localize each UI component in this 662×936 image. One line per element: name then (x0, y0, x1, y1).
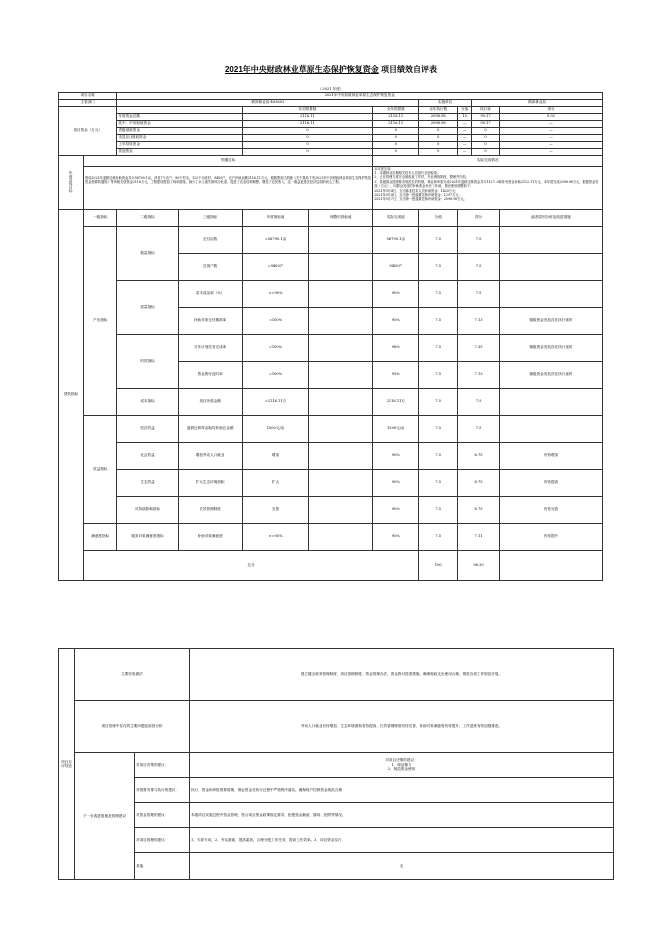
ind-target: =2116.11万 (242, 388, 309, 415)
ind-l3: 项目所需金额 (178, 388, 242, 415)
ind-l2: 经济效益 (117, 415, 178, 442)
funds-cell: 0 (373, 148, 419, 155)
ind-actual: 1500元/亩 (373, 415, 419, 442)
ind-header: 偏差原因分析及改进措施 (499, 209, 602, 226)
funds-cell: 0 (419, 141, 458, 148)
ind-l3: 兑现户数 (178, 253, 242, 280)
ind-header: 得分 (458, 209, 500, 226)
ind-got: 7.5 (458, 415, 500, 442)
year-label: （ 2021 年度） (317, 86, 344, 91)
ind-target: 增加 (242, 442, 309, 469)
main-experience-label: 主要经验做法 (75, 649, 190, 701)
ind-got: 7.11 (458, 523, 500, 550)
suggestion-text: 1、专款专用。2、夯实基础、提高素质，合理分配工作任务，提高工作效率。3、项目资金实行 (190, 828, 614, 853)
suggestion-label: 对预算安排与执行的建议： (135, 778, 190, 803)
ind-l3: 长效管理制度 (178, 496, 242, 523)
ind-reason (499, 388, 602, 415)
ind-l3: 扩大生态环境面积 (178, 469, 242, 496)
funds-cell: — (458, 148, 472, 155)
ind-got: 7.35 (458, 334, 500, 361)
funds-cell: 2098.98 (419, 120, 458, 127)
ind-l3: 苗木成活率（%） (178, 280, 242, 307)
ind-target: 完善 (242, 496, 309, 523)
funds-cell: 99.17 (472, 113, 500, 120)
funds-cell: 2116.11 (242, 113, 373, 120)
total-score: 100 (419, 550, 458, 580)
ind-adj (309, 523, 373, 550)
ind-score: 7.5 (419, 334, 458, 361)
ind-l2: 数量指标 (117, 226, 178, 280)
funds-row-label: 年度资金总额 (117, 113, 242, 120)
ind-adj (309, 469, 373, 496)
goals-label: 年度总体目标 (59, 155, 84, 209)
ind-reason: 有待提高 (499, 469, 602, 496)
ind-l1: 产出指标 (84, 226, 117, 415)
ind-target: =100% (242, 334, 309, 361)
ind-l1: 满意度指标 (84, 523, 117, 550)
funds-cell: — (499, 134, 602, 141)
ind-score: 7.5 (419, 253, 458, 280)
funds-cell: — (499, 120, 602, 127)
impl-label: 实施单位 (419, 99, 472, 106)
dept: 鹤岗林业局-403601 (117, 99, 419, 106)
dept-label: 主管部门 (59, 99, 117, 106)
ind-actual: 90% (373, 496, 419, 523)
ind-adj (309, 253, 373, 280)
funds-cell: — (458, 120, 472, 127)
total-label: 总分 (84, 550, 419, 580)
ind-got: 7.5 (458, 226, 500, 253)
funds-group-label: 项目资金（万元） (59, 106, 117, 155)
goals-actual-header: 实际完成情况 (373, 155, 603, 166)
ind-got: 7.13 (458, 361, 500, 388)
ind-actual: 56790.1亩 (373, 226, 419, 253)
ind-l3: 当年计划任务完成率 (178, 334, 242, 361)
funds-row-label: 其他资金 (117, 148, 242, 155)
suggestion-text: 执行、资金和申报预算管理，保证资金在执行过程中严格程序落实，确保账户控制资金规范合理 (190, 778, 614, 803)
ind-header: 一级指标 (84, 209, 117, 226)
funds-cell: 0 (242, 148, 373, 155)
funds-cell: — (458, 141, 472, 148)
ind-score: 7.5 (419, 469, 458, 496)
ind-header: 实际完成值 (373, 209, 419, 226)
ind-score: 7.5 (419, 496, 458, 523)
funds-cell: 0 (419, 127, 458, 134)
funds-cell: 2098.98 (419, 113, 458, 120)
ind-header: 三级指标 (178, 209, 242, 226)
ind-l2: 可持续影响指标 (117, 496, 178, 523)
page-title: 2021年中央财政林业草原生态保护恢复资金 项目绩效自评表 (224, 65, 438, 74)
ind-header: 调整后指标值 (309, 209, 373, 226)
funds-cell: 0 (419, 134, 458, 141)
ind-reason (499, 253, 602, 280)
funds-header: 全年执行数 (419, 106, 458, 113)
ind-l1: 效益指标 (84, 415, 117, 523)
suggestion-label: 其他： (135, 853, 190, 880)
ind-l3: 退耕还林每亩地均补助总金额 (178, 415, 242, 442)
ind-actual: 2116.11万 (373, 388, 419, 415)
ind-score: 7.5 (419, 442, 458, 469)
problems-text: 劳动人口就业有待增加、生态环境面积有待提高、长效管理制度有待完善、补助对象满意度有待提升，工作进度有待加强推进。 (190, 701, 614, 753)
funds-cell: 0 (472, 141, 500, 148)
suggestion-label: 对资金管理的建议： (135, 803, 190, 828)
ind-target: =56790.1亩 (242, 226, 309, 253)
ind-adj (309, 496, 373, 523)
ind-actual: 9400户 (373, 253, 419, 280)
funds-header: 年初预算数 (242, 106, 373, 113)
funds-row-label: 其中：中央财政资金 (117, 120, 242, 127)
ind-actual: 95% (373, 361, 419, 388)
suggestion-text: 无 (190, 853, 614, 880)
ind-adj (309, 226, 373, 253)
ind-l3: 补助对象兑付精准率 (178, 307, 242, 334)
funds-header: 执行率 (472, 106, 500, 113)
ind-got: 6.75 (458, 496, 500, 523)
project-name-label: 项目名称 (59, 92, 117, 99)
ind-l2: 质量指标 (117, 280, 178, 334)
ind-adj (309, 415, 373, 442)
ind-reason: 有待增加 (499, 442, 602, 469)
goals-expected-header: 预期目标 (84, 155, 373, 166)
funds-cell: 0 (472, 148, 500, 155)
ind-target: =100% (242, 307, 309, 334)
funds-cell: 0 (419, 148, 458, 155)
funds-cell: 0 (242, 127, 373, 134)
ind-actual: 95% (373, 523, 419, 550)
ind-score: 7.5 (419, 307, 458, 334)
ind-l2: 时效指标 (117, 334, 178, 388)
ind-score: 7.5 (419, 280, 458, 307)
funds-row-label: 省级财政资金 (117, 127, 242, 134)
ind-l3: 兑付亩数 (178, 226, 242, 253)
funds-header: 全年预算数 (373, 106, 419, 113)
funds-cell: 0 (373, 127, 419, 134)
funds-header: 分值 (458, 106, 472, 113)
ind-target: =9400户 (242, 253, 309, 280)
ind-actual: 90% (373, 442, 419, 469)
ind-reason (499, 226, 602, 253)
ind-actual: 90% (373, 280, 419, 307)
ind-l3: 增加劳动人口就业 (178, 442, 242, 469)
funds-cell: 0 (373, 134, 419, 141)
funds-cell: 0 (373, 141, 419, 148)
ind-score: 7.5 (419, 415, 458, 442)
funds-cell: 99.17 (472, 120, 500, 127)
total-got: 96.20 (458, 550, 500, 580)
funds-cell: — (499, 148, 602, 155)
ind-reason (499, 280, 602, 307)
ind-actual: 98% (373, 334, 419, 361)
ind-adj (309, 280, 373, 307)
ind-got: 7.5 (458, 280, 500, 307)
ind-adj (309, 334, 373, 361)
ind-adj (309, 307, 373, 334)
funds-cell: — (499, 141, 602, 148)
ind-got: 7.5 (458, 253, 500, 280)
impl: 鹤岗林业局 (472, 99, 603, 106)
ind-target: >=95% (242, 523, 309, 550)
ind-target: >=90% (242, 280, 309, 307)
funds-cell: 2116.11 (242, 120, 373, 127)
funds-cell: — (499, 127, 602, 134)
funds-cell: 2116.11 (373, 120, 419, 127)
funds-cell: — (458, 134, 472, 141)
ind-reason (499, 415, 602, 442)
funds-header: 得分 (499, 106, 602, 113)
ind-adj (309, 442, 373, 469)
ind-target: 1500元/亩 (242, 415, 309, 442)
self-evaluation-table (58, 86, 603, 581)
ind-header: 二级指标 (117, 209, 178, 226)
funds-cell: 9.92 (499, 113, 602, 120)
funds-row-label: 市县(区)财政资金 (117, 134, 242, 141)
ind-reason: 镇级资金发放存在执行延时 (499, 307, 602, 334)
suggestion-text: 对项目决策的建议： 1、保证精力 2、规范资金使用 (190, 753, 614, 778)
ind-l2: 服务对象满意度指标 (117, 523, 178, 550)
funds-cell: 0 (472, 134, 500, 141)
funds-cell: 10 (458, 113, 472, 120)
suggestion-label: 对项目决策的建议： (135, 753, 190, 778)
ind-l2: 生态效益 (117, 469, 178, 496)
main-experience-text: 建立健全财务管理制度、项目管理制度、资金管理办法，资金拨付进度措施，确保财政支出使用合理，推进各项工作规范开展。 (190, 649, 614, 701)
ind-reason: 镇级资金发放存在执行延时 (499, 334, 602, 361)
ind-l2: 社会效益 (117, 442, 178, 469)
ind-reason: 镇级资金发放存在执行延时 (499, 361, 602, 388)
goals-actual-text: 本年度完成： 1、本期林业后期相关技术人员进行全面检查。 2、已在管理力度完全面检查工作时，外业调查阶段，整理并归档。 3、县级群众按照要求规范长效机制，林业和草原完成2021年退耕还林资金共计1127..0和补充资金补助2112.11万元，本年度完成2098.98万元，根据资金发放（万元），向群众发放的补助资金补充了补助，情况使用调整如下： 2021年9月4日，支出林业技术人员补助资金：1420万元； 2021年9月4日，支出第一批退耕还林补助资金：1297万元； 2021年9月7日，支出第一批退耕还林补助资金：2098.98万元。 (373, 166, 603, 209)
ind-target: =100% (242, 361, 309, 388)
ind-l2: 成本指标 (117, 388, 178, 415)
evaluation-table (58, 648, 614, 880)
ind-score: 7.5 (419, 523, 458, 550)
ind-actual: 90% (373, 469, 419, 496)
ind-reason: 有待完善 (499, 496, 602, 523)
ind-header: 分值 (419, 209, 458, 226)
suggestion-text: 本级项目实施过程中资金管理，符合项目资金政策规定要求，拒绝资金截留、挪用、拒附等情况。 (190, 803, 614, 828)
ind-got: 6.75 (458, 469, 500, 496)
ind-l3: 资金拨付及时率 (178, 361, 242, 388)
ind-score: 7.5 (419, 361, 458, 388)
funds-cell: 0 (242, 141, 373, 148)
ind-got: 6.75 (458, 442, 500, 469)
evaluation-group-label: 项目自评结论 (59, 649, 75, 880)
ind-got: 7.13 (458, 307, 500, 334)
funds-cell: 0 (472, 127, 500, 134)
ind-score: 7.5 (419, 226, 458, 253)
suggestion-label: 对项目管理的建议： (135, 828, 190, 853)
ind-adj (309, 388, 373, 415)
problems-label: 项目管理中存在的主要问题及原因分析 (75, 701, 190, 753)
project-name: 2021年中央财政林业草原生态保护恢复资金 (117, 92, 603, 99)
funds-cell: 2116.11 (373, 113, 419, 120)
ind-reason: 有待提升 (499, 523, 602, 550)
funds-cell: 0 (242, 134, 373, 141)
next-steps-label: 下一步改进措施及管理建议 (75, 753, 135, 880)
goals-expected-text: 我局2021年退耕还林补助资金共计56790.1亩，涉及7个农户，80个村屯，122个行政村，9400户，农户补助金额2116.11万元。根据黑省已纳级《关于我局下发2021年中央财政林业草原生态保护恢复资金预算的通知》等所相关请资金2116万元，工程建设需加了林草措施，减少了水土流失和风沙危害，促进了农业结构调整，增加了农民收入，这一惠益更是在经济层面的民心工程。 (84, 166, 373, 209)
funds-row-label: 上年结转资金 (117, 141, 242, 148)
indicators-group-label: 绩效指标 (59, 209, 84, 580)
ind-adj (309, 361, 373, 388)
ind-got: 7.5 (458, 388, 500, 415)
ind-score: 7.5 (419, 388, 458, 415)
ind-actual: 95% (373, 307, 419, 334)
funds-cell: — (458, 127, 472, 134)
ind-header: 年度指标值 (242, 209, 309, 226)
ind-target: 扩大 (242, 469, 309, 496)
ind-l3: 补助对象满意度 (178, 523, 242, 550)
